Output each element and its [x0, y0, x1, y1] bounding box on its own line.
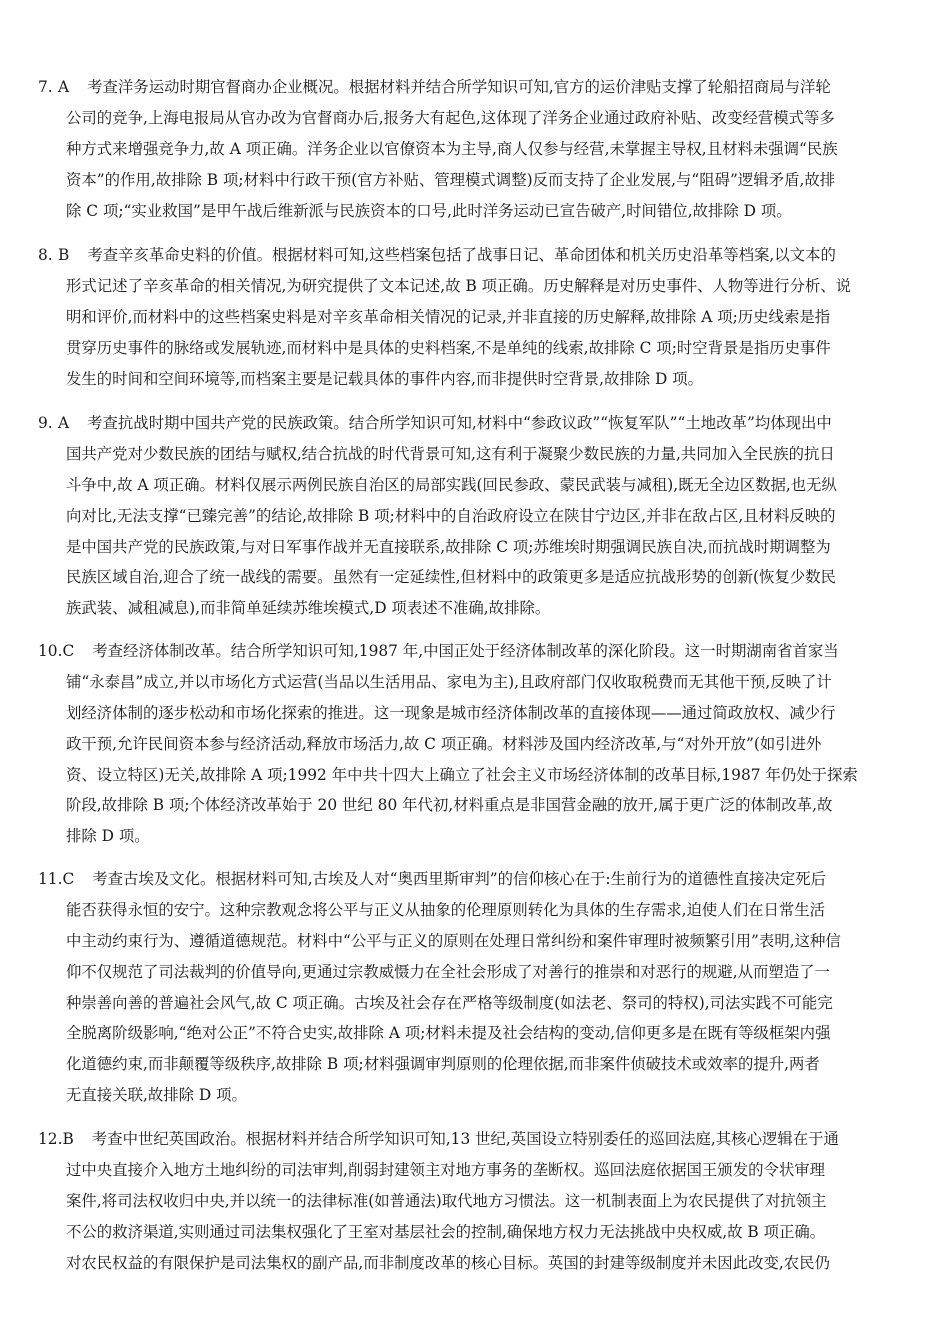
item-line: 化道德约束,而非颠覆等级秩序,故排除 B 项;材料强调审判原则的伦理依据,而非案件侦破技术或效率的提升,两者 [66, 1055, 820, 1074]
item-line: 资本”的作用,故排除 B 项;材料中行政干预(官方补贴、管理模式调整)反而支持了企业发展,与“阻碍”逻辑矛盾,故排 [66, 170, 836, 189]
item-line: 斗争中,故 A 项正确。材料仅展示两例民族自治区的局部实践(回民参政、蒙民武装与减租),既无全边区数据,也无纵 [66, 475, 837, 494]
item-line [38, 408, 914, 439]
answer-item-10 [38, 636, 914, 852]
item-line: 划经济体制的逐步松动和市场化探索的推进。这一现象是城市经济体制改革的直接体现——通过简政放权、减少行 [66, 703, 836, 722]
question-number: 11. [38, 870, 63, 888]
item-line [38, 72, 914, 103]
item-line: 种崇善向善的普遍社会风气,故 C 项正确。古埃及社会存在严格等级制度(如法老、祭司的特权),司法实践不可能完 [66, 993, 833, 1012]
item-line: 不公的救济渠道,实则通过司法集权强化了王室对基层社会的控制,确保地方权力无法挑战中央权威,故 B 项正确。 [66, 1222, 826, 1241]
explanation-text: 考查经济体制改革。结合所学知识可知,1987 年,中国正处于经济体制改革的深化阶段。这一时期湖南省首家当 [92, 642, 839, 660]
question-number: 10. [38, 642, 63, 660]
explanation-text: 考查辛亥革命史料的价值。根据材料可知,这些档案包括了战事日记、革命团体和机关历史沿革等档案,以文本的 [87, 246, 836, 264]
item-line: 贯穿历史事件的脉络或发展轨迹,而材料中是具体的史料档案,不是单纯的线索,故排除 C 项;时空背景是指历史事件 [66, 338, 831, 357]
answer-letter: C [62, 870, 75, 888]
item-line: 发生的时间和空间环境等,而档案主要是记载具体的事件内容,而非提供时空背景,故排除 D 项。 [66, 369, 704, 388]
item-line [38, 1124, 914, 1155]
item-line: 仰不仅规范了司法裁判的价值导向,更通过宗教威慑力在全社会形成了对善行的推崇和对恶行的规避,从而塑造了一 [66, 962, 830, 981]
item-line: 能否获得永恒的安宁。这种宗教观念将公平与正义从抽象的伦理原则转化为具体的生存需求,迫使人们在日常生活 [66, 900, 826, 919]
answer-item-12 [38, 1124, 914, 1278]
question-number: 9. [38, 414, 53, 432]
answer-letter: B [62, 1130, 74, 1148]
item-line: 过中央直接介入地方土地纠纷的司法审判,削弱封建领主对地方事务的垄断权。巡回法庭依据国王颁发的令状审理 [66, 1160, 826, 1179]
item-line [38, 240, 914, 271]
explanation-text: 考查中世纪英国政治。根据材料并结合所学知识可知,13 世纪,英国设立特别委任的巡回法庭,其核心逻辑在于通 [91, 1130, 839, 1148]
item-line: 除 C 项;“实业救国”是甲午战后维新派与民族资本的口号,此时洋务运动已宣告破产,时间错位,故排除 D 项。 [66, 201, 792, 220]
item-line: 无直接关联,故排除 D 项。 [66, 1086, 247, 1105]
item-line: 铺“永泰昌”成立,并以市场化方式运营(当品以生活用品、家电为主),且政府部门仅收取税费而无其他干预,反映了计 [66, 672, 832, 691]
item-line: 阶段,故排除 B 项;个体经济改革始于 20 世纪 80 年代初,材料重点是非国营金融的放开,属于更广泛的体制改革,故 [66, 796, 833, 815]
item-line: 中主动约束行为、遵循道德规范。材料中“公平与正义的原则在处理日常纠纷和案件审理时被频繁引用”表明,这种信 [66, 931, 841, 950]
answer-item-9 [38, 408, 914, 624]
item-line: 种方式来增强竞争力,故 A 项正确。洋务企业以官僚资本为主导,商人仅参与经营,未掌握主导权,且材料未强调“民族 [66, 139, 838, 158]
item-line: 政干预,允许民间资本参与经济活动,释放市场活力,故 C 项正确。材料涉及国内经济改革,与“对外开放”(如引进外 [66, 734, 822, 753]
question-number: 8. [38, 246, 53, 264]
answer-item-11 [38, 864, 914, 1111]
answer-item-8 [38, 240, 914, 394]
explanation-text: 考查洋务运动时期官督商办企业概况。根据材料并结合所学知识可知,官方的运价津贴支撑了轮船招商局与洋轮 [87, 78, 831, 96]
item-line: 全脱离阶级影响,“绝对公正”不符合史实,故排除 A 项;材料未提及社会结构的变动,信仰更多是在既有等级框架内强 [66, 1024, 831, 1043]
item-line: 向对比,无法支撑“已臻完善”的结论,故排除 B 项;材料中的自治政府设立在陕甘宁边区,并非在敌占区,且材料反映的 [66, 506, 836, 525]
item-line: 明和评价,而材料中的这些档案史料是对辛亥革命相关情况的记录,并非直接的历史解释,故排除 A 项;历史线索是指 [66, 307, 831, 326]
explanation-text: 考查古埃及文化。根据材料可知,古埃及人对“奥西里斯审判”的信仰核心在于:生前行为的道德性直接决定死后 [92, 870, 827, 888]
item-line: 民族区域自治,迎合了统一战线的需要。虽然有一定延续性,但材料中的政策更多是适应抗战形势的创新(恢复少数民 [66, 568, 836, 587]
answer-letter: A [58, 78, 70, 96]
answer-item-7 [38, 72, 914, 226]
explanation-text: 考查抗战时期中国共产党的民族政策。结合所学知识可知,材料中“参政议政”“恢复军队”“土地改革”均体现出中 [87, 414, 832, 432]
question-number: 12. [38, 1130, 63, 1148]
item-line: 对农民权益的有限保护是司法集权的副产品,而非制度改革的核心目标。英国的封建等级制度并未因此改变,农民仍 [66, 1253, 830, 1272]
item-line [38, 636, 914, 667]
answer-letter: B [58, 246, 70, 264]
item-line: 排除 D 项。 [66, 827, 150, 846]
item-line: 是中国共产党的民族政策,与对日军事作战并无直接联系,故排除 C 项;苏维埃时期强调民族自决,而抗战时期调整为 [66, 537, 831, 556]
item-line: 资、设立特区)无关,故排除 A 项;1992 年中共十四大上确立了社会主义市场经济体制的改革目标,1987 年仍处于探索 [66, 765, 858, 784]
answer-letter: A [58, 414, 70, 432]
item-line: 族武装、减租减息),而非简单延续苏维埃模式,D 项表述不准确,故排除。 [66, 599, 551, 618]
question-number: 7. [38, 78, 53, 96]
item-line: 案件,将司法权收归中央,并以统一的法律标准(如普通法)取代地方习惯法。这一机制表面上为农民提供了对抗领主 [66, 1191, 827, 1210]
item-line [38, 864, 914, 895]
answer-letter: C [62, 642, 75, 660]
item-line: 国共产党对少数民族的团结与赋权,结合抗战的时代背景可知,这有利于凝聚少数民族的力量,共同加入全民族的抗日 [66, 444, 835, 463]
item-line: 形式记述了辛亥革命的相关情况,为研究提供了文本记述,故 B 项正确。历史解释是对历史事件、人物等进行分析、说 [66, 276, 852, 295]
item-line: 公司的竞争,上海电报局从官办改为官督商办后,报务大有起色,这体现了洋务企业通过政府补贴、改变经营模式等多 [66, 108, 835, 127]
